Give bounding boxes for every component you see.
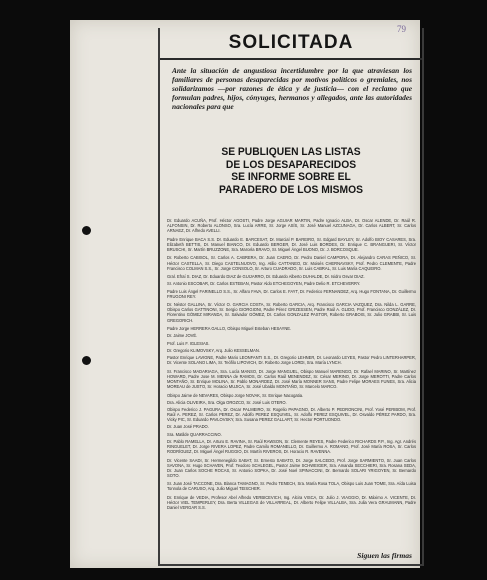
signatories-paragraph: Sr. Juan José TACCONE, Dra. Blanca TAMAGNO, Sr. Pedro TENECH, Sra. María Rosa TOLA, Obispo Luis Juan TOME, Sra. Aída Luisa Tonnola de CARUSO, Arq. Julio Miguel TEISCHER. (167, 481, 416, 492)
solicitada-notice (158, 28, 424, 566)
signatories-paragraph: Dr. Juan José PRADO. (167, 424, 209, 430)
signatories-paragraph: Sr. Antonio ESCOBAR, Dr. Carlos ESTEBAN, Pastor Aldo ETCHEGOYEN, Padre Delio R. ETCHEVERRY. (167, 281, 361, 287)
signatories-paragraph: Dr. Jaime JOVÉ. (167, 333, 198, 339)
notice-intro (172, 66, 412, 111)
closing-note: Siguen las firmas (357, 551, 412, 560)
punch-hole (82, 356, 91, 365)
signatories-paragraph: Gral. Efraí S. DIAZ, Dr. Eduardo DIAZ de GUIJARRO, Dr. Eduardo Alberto DUHALDE, Dr. Isidro Osvar DIAZ. (167, 274, 365, 280)
headline-line: SE PUBLIQUEN LAS LISTAS (221, 146, 361, 158)
signatories-paragraph: Dr. Gregorio KLIMOVSKY, Arq. Julio KESSELMAN. (167, 347, 260, 353)
title-divider (160, 58, 422, 60)
signatories-paragraph: Dr. Néstor GALLINA, Sr. Víctor O. GARCIA COSTA, Sr. Roberto GARCIA, Arq. Francisco GARCIA VAZQUEZ, Dra. Nilda L. GARRE, Obispo Carlos GATTINONI, Sr. Sergio GIORGIONI, Padre Pérez GRIZESSEN, Padre Raúl A. GLIDO, Prof. Francisco GONZÁLEZ, Dr. Florentino GÓMEZ MIRANDA, Sr. Salvador GÓMEZ, Dr. Carlos GONZALEZ PASTOR, Roberto GRABOIS, Sr. Julio GRABBI, Sr. Luis GREGORICH. (167, 302, 416, 323)
signatories-paragraph: Sr. Francisco MADARIAGA, Sra. Lucía MANSO, Dr. Jorge MANGUEL, Obispo Manuel MARENGO, Dr. Rafael MARINO, Sr. Martínez HOWARD, Padre Jose M. MENNA de RAMOS, Dr. Carlos Raúl MENENDEZ, Sr. César MERINO, Dr. Jorge MEROTTI, Padre Carlos MONTAÑO, Sr. Enrique MOLINA, Sr. Pablo MONARDEZ, Dr. José María MONNER SANS, Padre Felipe MORAES FUNES, Sra. Alicia MOREAU de JUSTO, Sr. Horacio MUJICA, Sr. José Ubaldo MONTAÑO, Sr. Marcelo MARCO. (167, 368, 416, 389)
signatories-paragraph: Sra. Matilde QUARRACCINO. (167, 431, 222, 437)
punch-hole (82, 226, 91, 235)
intro-paragraph: Ante la situación de angustiosa incertidumbre por la que atraviesan los familiares de personas desaparecidas por motivos políticos o gremiales, nos solidarizamos —por razones de ética y de justicia— con el reclamo que formulan padres, hijos, cónyuges, hermanos y allegados, ante las autoridades nacionales para que (172, 66, 412, 112)
signatories-paragraph: Dr. Roberto CABISOL, Sr. Carlos A. CABRERA, Dr. Juan CAERO, Dr. Pedro Daniel CAMPORA, Dr. Alejandro CARAS PEÑICO, Sr. Héctor CASTELLA, Sr. Diego CASTELNUOVO, Ing. Atilio CATTANEO, Dr. Moisés CHERNAVSKY, Prof. Pedro CLEMENTE, Padre Francisco COLMAN S.S., Sr. Jorge CONSOLO, Sr. Arturo CUADRADO, Sr. Luis CABRAL, Sr. Luis María CAQUEIRO. (167, 255, 416, 271)
signatories-paragraph: Prof. Luis F. IGLESIAS. (167, 340, 210, 346)
signatories-paragraph: Pastor Enrique LAVIGNE, Padre Mario LEONFANTI S.S., Dr. Gregorio LEHNER, Dr. Leonardo LEYES, Pastor Pedro LINTERHARPER, Dr. Vicente SOLANO LIMA, Sr. Teófilo LIPOVICH, Dr. Roberto Jorge LORDI, Sra. María LYNCH. (167, 355, 416, 366)
demand-headline (170, 146, 411, 196)
signatories-paragraph: Dr. Pablo RAMELLA, Dr. Arturo E. RAVINA, Sr. Raúl RAWSON, Sr. Clemente REYES, Padre Federico RICHARDS P.P., Ing. Agr. Andrés RINGUELET, Dr. Jorge RIVERA LOPEZ, Padre Camilo ROMANELLO, Dr. Guillermo A. ROMANO, Prof. José María ROSA, Sr. Carlos RODRÍGUEZ, Dr. Miguel Ángel RUGGIO, Dr. Martín RIVEROS, Dr. Horacio R. RAVENNA. (167, 438, 416, 454)
signatories-paragraph: Padre Jorge HERRERA GALLO, Obispo Miguel Esteban HESAYNE. (167, 326, 292, 332)
signatories-paragraph: Obispo Jaime de NEVARES, Obispo Jorge NOVAK, Sr. Enrique Nacogatia. (167, 392, 304, 398)
signatories-paragraph: Obispo Federico J. PAGURA, Dr. Oscar PALMEIRO, Sr. Rogelio PAPAGNO, Dr. Alberto P. PEDRONCINI, Prof. Yosé PERIBOM, Prof. Raúl A. PEREZ, Sr. Carlos PEREZ, Dr. Adolfo PEREZ ESQUIVEL, Sr. Adolfo PEREZ ESQUIVEL, Dr. Osvaldo PÉREZ PARDO, Sra. Vicky PIC, Sr. Eduardo PAVLOVSKY, Sra. Susana PEREZ GALLART, Sr. Hector PORTUONDO. (167, 407, 416, 423)
notice-title: SOLICITADA (228, 32, 354, 53)
signatories-paragraph: Dr. Enrique de VEDIA, Profesor Abel Alfredo VERBICEVICH, Ing. Alcira VISCA, Dr. Julio J. VIAGGIO, Dr. Máximo A. VICENTE, Dr. Héctor VIEL TEMPERLEY, Dra. Berta VILLEGAS de VILLARREAL, Dr. Alberto Felipe VILLALBA, Sra. Julia Vera GRAUMANN, Padre Daniel VERGAR S.S. (167, 495, 416, 511)
headline-line: PARADERO DE LOS MISMOS (219, 183, 363, 196)
signatories-paragraph: Dr. Eduardo ACUÑA, Prof. Héctor AGOSTI, Padre Jorge AGUIAR MARTIN, Padre Ignacio ALBA, Dr. Oscar ALENDE, Dr. Raúl R. ALFONSIN, Dr. Roberto ALONSO, Sra. Lucía ARRE, Sr. Jorge ASÍS, Sr. José Manuel AZCUNAGA, Dr. Carlos ALBERT, Sr. Carlos ARNAEZ, Dr. Alfredo AVELLI. (167, 218, 416, 234)
headline-line: SE INFORME SOBRE EL (231, 171, 351, 184)
handwritten-page-number: 79 (397, 24, 406, 34)
signatories-paragraph: Padre Luis Ángel FARINELLO S.S., Sr. Alfaro FAVA, Dr. Carlos E. FAYT, Dr. Federico FERNANDEZ, Arq. Hugo FONTANA, Dr. Guillermo FRUGONI REY. (167, 288, 416, 299)
signatories-paragraph: Padre Enrique BACA S.S. Dr. Eduardo E. BARCESAT, Dr. Marcial P. BAREIRO, Sr. Edgard BAYLEY, Sr. Adolfo BIOY CASARES, Sra. Elizabeth BETTIS, Dr. Manuel BIANCO, Dr. Eduardo BERGER, Dr. José Luis BORDES, Dr. Enrique C. BRANGUERI, Sr. Víctor BRUSCHI, Sr. Martín BRUZZONE, Sra. Marcela BRAVO, Sr. Miguel Ángel BUONO, Dr. J. BORCOSQUE. (167, 236, 416, 252)
signatories-paragraph: Dra. Alicia OLIVEIRA, Sra. Olga OROZCO, Sr. José Luis OTERO. (167, 399, 287, 405)
signatories-list (167, 218, 416, 514)
signatories-paragraph: Dr. Vicente SAADI, Sr. Hermenegildo SABAT, Sr. Ernesto SABATO, Dr. Jorge SALCEDO, Prof. Jorge SARMIENTO, Sr. Juan Carlos SAVONA, Sr. Hugo SCHAVEN, Prof. Teodoro SCHLEGEL, Pastor Jaime SCHWEIGER, Sra. Amanda SECCHIERI, Sra. Rosana SEDA, Dr. Juan Carlos SOCHE ROCAS, Sr. Antonio SOPKA, Dr. José Noel SPINACCINI, Dr. Bernardo SOLARI YRIGOYEN, Sr. Bernardo SOTO. (167, 457, 416, 478)
newspaper-clipping-page (70, 20, 420, 568)
headline-line: DE LOS DESAPARECIDOS (225, 158, 357, 171)
